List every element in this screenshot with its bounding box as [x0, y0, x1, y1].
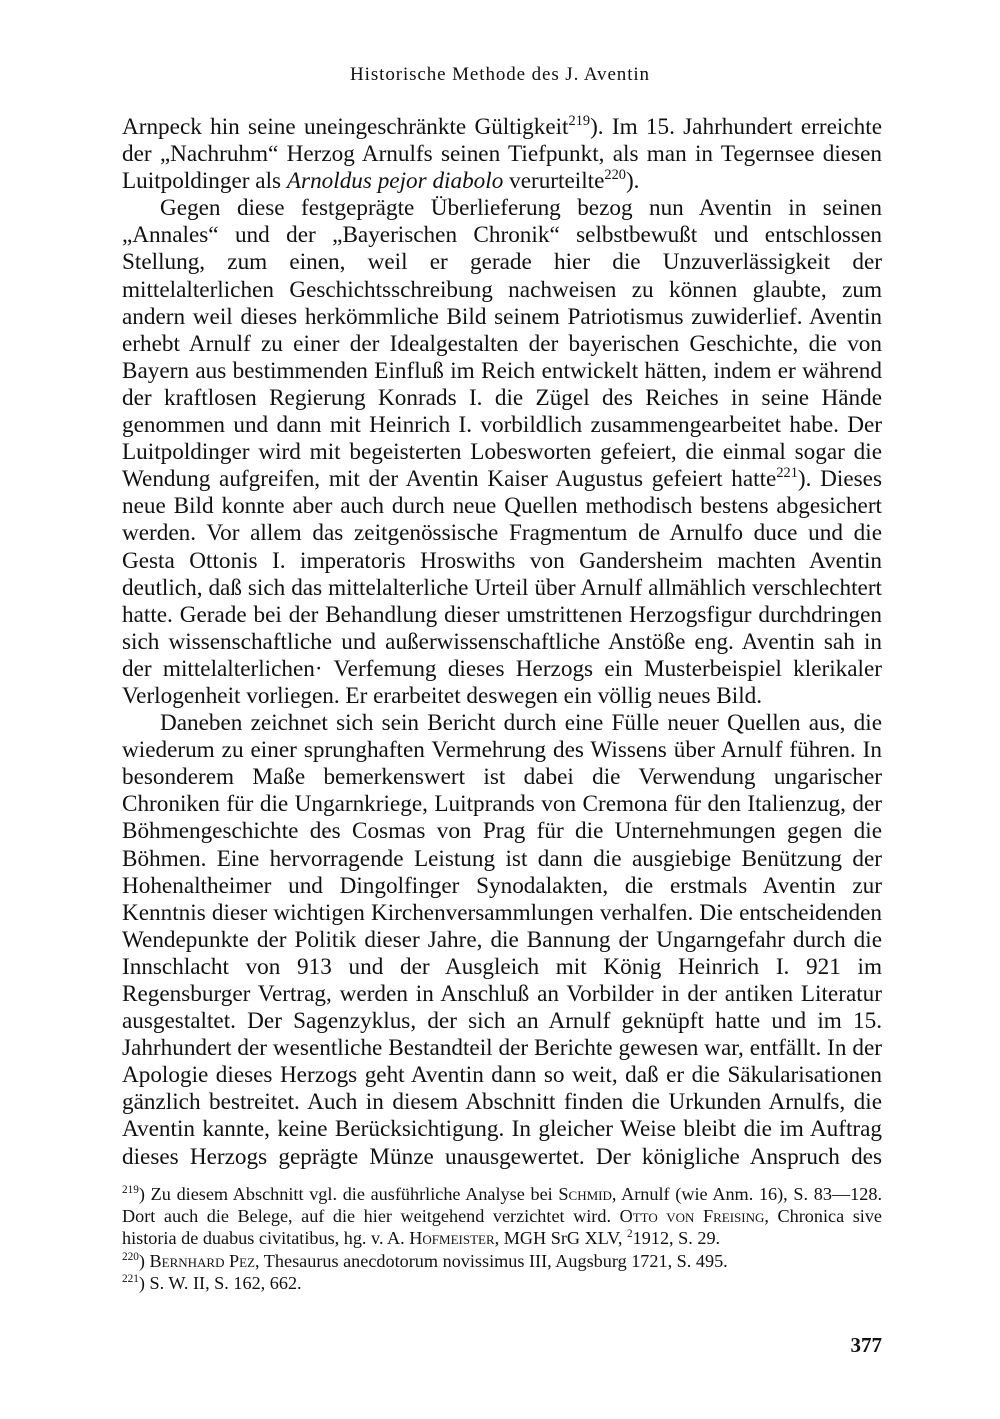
page-number: 377: [850, 1333, 882, 1357]
footnote-text: ) S. W. II, S. 162, 662.: [138, 1272, 302, 1293]
paragraph-1-text-4: ).: [625, 168, 640, 195]
footnote-number: 219: [122, 1184, 139, 1197]
footnote-text: ) Zu diesem Abschnitt vgl. die ausführliche Analyse bei: [138, 1184, 559, 1204]
footnote-text: , MGH SrG XLV,: [494, 1228, 628, 1249]
paragraph-1-text-1: Arnpeck hin seine uneingeschränkte Gültigkeit: [122, 114, 569, 140]
paragraph-1: [122, 114, 882, 195]
footnote-text: ): [138, 1250, 150, 1271]
footnote-220: [122, 1250, 882, 1272]
paragraph-3: Daneben zeichnet sich sein Bericht durch eine Fülle neuer Quellen aus, die wiederum zu einer sprunghaften Vermehrung des Wissens über Arnulf führen. In besonderem Maße bemerkenswert ist dabei die Verwendung ungarischer Chroniken für die Ungarnkriege, Luitprands von Cremona für den Italienzug, der Böhmengeschichte des Cosmas von Prag für die Unternehmungen gegen die Böhmen. Eine hervorragende Leistung ist dann die ausgiebige Benützung der Hohenaltheimer und Dingolfinger Synodalakten, die erstmals Aventin zur Kenntnis dieser wichtigen Kirchenversammlungen verhalfen. Die entscheidenden Wendepunkte der Politik dieser Jahre, die Bannung der Ungarngefahr durch die Innschlacht von 913 und der Ausgleich mit König Heinrich I. 921 im Regensburger Vertrag, werden in Anschluß an Vorbilder in der antiken Literatur ausgestaltet. Der Sagenzyklus, der sich an Arnulf geknüpft hatte und im 15. Jahrhundert der wesentliche Bestandteil der Berichte gewesen war, entfällt. In der Apologie dieses Herzogs geht Aventin dann so weit, daß er die Säkularisationen gänzlich bestreitet. Auch in diesem Abschnitt finden die Urkunden Arnulfs, die Aventin kannte, keine Berücksichtigung. In gleicher Weise bleibt die im Auftrag dieses Herzogs geprägte Münze unausgewertet. Der königliche Anspruch des: [122, 710, 882, 1170]
footnote-ref-219: 219: [568, 113, 591, 130]
author-name: Otto von Freising: [619, 1206, 765, 1227]
author-name: Hofmeister: [409, 1228, 495, 1249]
author-name: Bernhard Pez: [149, 1250, 256, 1271]
footnote-219: [122, 1183, 882, 1250]
footnote-ref-220: 220: [604, 167, 626, 184]
body-text: [122, 114, 882, 1171]
footnote-221: [122, 1272, 882, 1294]
footnote-number: 221: [122, 1272, 139, 1285]
footnote-text: , Chronica sive historia de duabus civitatibus, hg. v. A.: [122, 1206, 882, 1249]
paragraph-1-text-2: ). Im 15. Jahrhundert erreichte der „Nachruhm“ Herzog Arnulfs seinen Tiefpunkt, als man in Tegernsee diesen Luitpoldinger als: [122, 114, 882, 195]
footnote-number: 220: [122, 1250, 139, 1263]
running-head: Historische Methode des J. Aventin: [350, 64, 650, 85]
paragraph-1-text-3: verurteilte: [503, 168, 605, 195]
footnote-ref-221: 221: [776, 465, 798, 482]
footnote-text: , Arnulf (wie Anm. 16), S. 83—128. Dort auch die Belege, auf die hier weitgehend verzichtet wird.: [122, 1184, 882, 1227]
footnote-text: , Thesaurus anecdotorum novissimus III, Augsburg 1721, S. 495.: [255, 1250, 728, 1271]
edition-number: 2: [627, 1228, 633, 1241]
paragraph-2-text-2: ). Dieses neue Bild konnte aber auch durch neue Quellen methodisch bestens abgesichert werden. Vor allem das zeitgenössische Fragmentum de Arnulfo duce und die Gesta Ottonis I. imperatoris Hroswiths von Gandersheim machten Aventin deutlich, daß sich das mittelalterliche Urteil über Arnulf allmählich verschlechtert hatte. Gerade bei der Behandlung dieser umstrittenen Herzogsfigur durchdringen sich wissenschaftliche und außerwissenschaftliche Anstöße eng. Aventin sah in der mittelalterlichen· Verfemung dieses Herzogs ein Musterbeispiel klerikaler Verlogenheit vorliegen. Er erarbeitet deswegen ein völlig neues Bild.: [122, 466, 882, 709]
author-name: Schmid: [558, 1184, 612, 1204]
italic-quote: Arnoldus pejor diabolo: [286, 168, 504, 195]
footnote-text: 1912, S. 29.: [632, 1228, 721, 1249]
footnotes: [122, 1183, 882, 1294]
paragraph-2-text-1: Gegen diese festgeprägte Überlieferung bezog nun Aventin in seinen „Annales“ und der „Bayerischen Chronik“ selbstbewußt und entschlossen Stellung, zum einen, weil er gerade hier die Unzuverlässigkeit der mittelalterlichen Geschichtsschreibung nachweisen zu können glaubte, zum andern weil dieses herkömmliche Bild seinem Patriotismus zuwiderlief. Aventin erhebt Arnulf zu einer der Idealgestalten der bayerischen Geschichte, die von Bayern aus bestimmenden Einfluß im Reich entwickelt hätten, indem er während der kraftlosen Regierung Konrads I. die Zügel des Reiches in seine Hände genommen und dann mit Heinrich I. vorbildlich zusammengearbeitet habe. Der Luitpoldinger wird mit begeisterten Lobesworten gefeiert, die einmal sogar die Wendung aufgreifen, mit der Aventin Kaiser Augustus gefeiert hatte: [122, 195, 882, 493]
paragraph-2: [122, 195, 882, 710]
